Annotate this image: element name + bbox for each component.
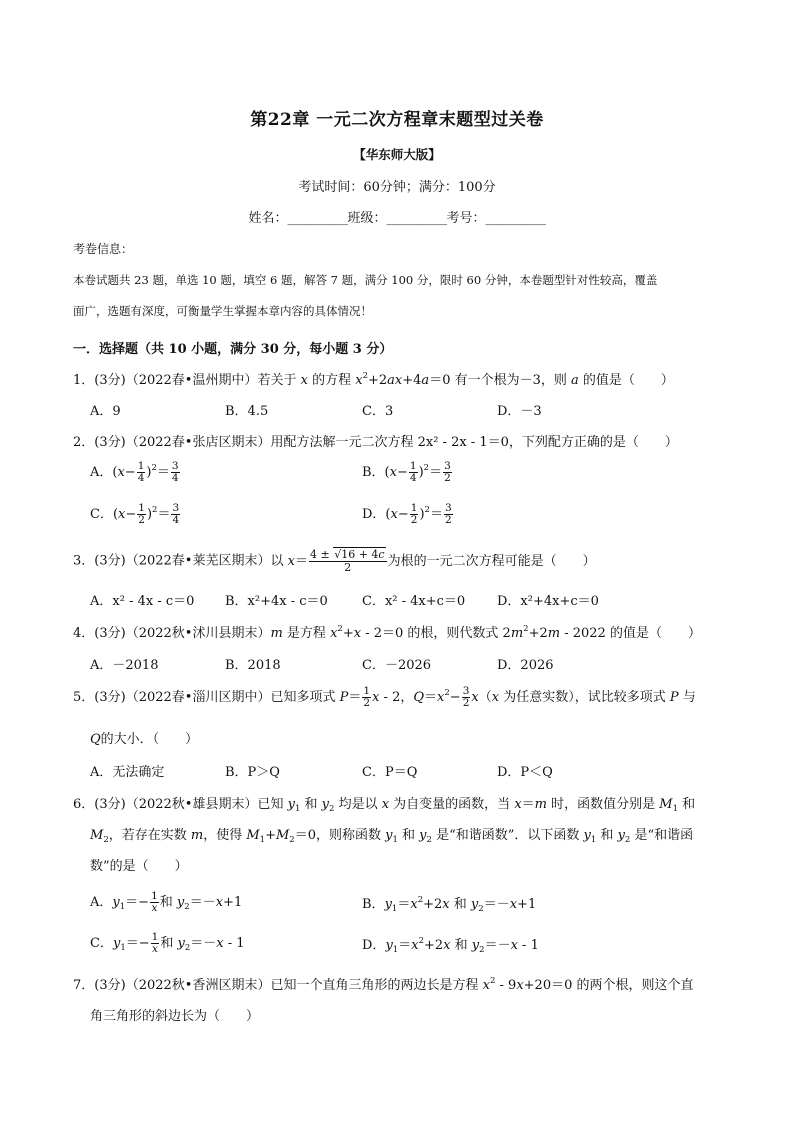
q5-option-a: A．无法确定 <box>90 765 165 780</box>
question-number: 1． <box>73 373 95 388</box>
question-6 <box>73 793 695 812</box>
question-source: （2022春•淄川区期中） <box>125 690 271 706</box>
q1-option-b: B．4.5 <box>225 404 269 419</box>
q5-option-d: D．P＜Q <box>497 765 553 780</box>
q2-option-c: C．(x− $\frac{1}{2}$ )$^2$＝ $\frac{3}{4}$ <box>90 502 180 527</box>
question-stem: 若关于 x 的方程 $x^2+2ax+4a=0$ 有一个根为－3，则 a 的值是（ ） <box>257 371 674 388</box>
q5-option-b: B．P＞Q <box>225 765 280 780</box>
question-7-line-2: 角三角形的斜边长为（ ） <box>90 1009 260 1024</box>
q6-option-c: C．$y_1=-$ $\frac{1}{x}$ 和 $y_2=-x - 1$ <box>90 931 245 956</box>
question-6-line-2: $M_2$，若存在实数 m，使得 $M_1+M_2=0$，则称函数 $y_1$ 和 $y_2$ 是“和谐函数”．以下函数 $y_1$ 和 $y_2$ 是“和谐函 <box>90 828 694 845</box>
question-source: （2022秋•雄县期末） <box>125 797 258 812</box>
question-score: (3分) <box>94 797 126 812</box>
question-score: (3分) <box>94 553 126 569</box>
question-number: 3． <box>73 553 95 569</box>
question-number: 5． <box>73 690 95 706</box>
question-stem: 用配方法解一元二次方程 2x² - 2x - 1＝0，下列配方正确的是（ ） <box>270 435 678 450</box>
name-label: 姓名： <box>248 211 288 226</box>
question-stem: 已知一个直角三角形的两边长是方程 $x^2 - 9x+20=0$ 的两个根，则这个直 <box>270 976 694 993</box>
question-1 <box>73 369 674 388</box>
number-label: 考号： <box>446 211 486 226</box>
q2-option-a: A．(x− $\frac{1}{4}$ )$^2$＝ $\frac{3}{4}$ <box>90 460 179 485</box>
question-6-line-3: 数”的是（ ） <box>90 859 188 874</box>
question-2 <box>73 431 678 450</box>
question-number: 2． <box>73 435 95 450</box>
question-score: (3分) <box>94 978 126 993</box>
q1-option-c: C．3 <box>362 404 394 419</box>
q1-option-d: D．－3 <box>497 404 542 419</box>
name-blank: __________ <box>287 211 348 226</box>
question-number: 4． <box>73 626 95 641</box>
number-blank: __________ <box>485 211 546 226</box>
student-info-line <box>0 207 794 226</box>
q1-option-a: A．9 <box>90 404 121 419</box>
question-source: （2022秋•香洲区期末） <box>125 978 271 993</box>
question-score: (3分) <box>94 373 126 388</box>
page-title: 第22章 一元二次方程章末题型过关卷 <box>250 110 544 130</box>
question-3 <box>73 549 596 573</box>
q5-option-c: C．P＝Q <box>362 765 418 780</box>
question-stem: 已知多项式 P＝ $\frac{1}{2}$ x - 2，$Q=x^2-$ $\frac{3}{2}$ x（x 为任意实数），试比较多项式 P 与 <box>270 685 696 710</box>
class-label: 班级： <box>347 211 387 226</box>
q3-option-b: B．x²+4x - c＝0 <box>225 594 328 609</box>
q3-option-a: A．x² - 4x - c＝0 <box>90 594 195 609</box>
question-source: （2022春•莱芜区期末） <box>125 553 271 569</box>
q6-option-d: D．$y_1=x^2+2x$ 和 $y_2=-x - 1$ <box>362 936 539 955</box>
q4-option-d: D．2026 <box>497 658 554 673</box>
question-score: (3分) <box>94 626 126 641</box>
q6-option-a: A．$y_1=-$ $\frac{1}{x}$ 和 $y_2=-x+1$ <box>90 890 243 915</box>
q4-option-c: C．－2026 <box>362 658 432 673</box>
q2-option-b: B．(x− $\frac{1}{4}$ )$^2$＝ $\frac{3}{2}$ <box>362 460 451 485</box>
q4-option-b: B．2018 <box>225 658 281 673</box>
question-7 <box>73 974 694 993</box>
notice-line-1: 本卷试题共 23 题，单选 10 题，填空 6 题，解答 7 题，满分 100 分，限时 60 分钟，本卷题型针对性较高，覆盖 <box>73 273 658 287</box>
notice-line-2: 面广，选题有深度，可衡量学生掌握本章内容的具体情况！ <box>73 304 372 318</box>
section-title: 一．选择题（共 10 小题，满分 30 分，每小题 3 分） <box>73 342 393 357</box>
question-source: （2022春•张店区期末） <box>125 435 271 450</box>
question-source: （2022秋•沭川县期末） <box>125 626 271 641</box>
question-stem: m 是方程 $x^2+x - 2=0$ 的根，则代数式 $2m^2+2m - 2022$ 的值是（ ） <box>270 624 701 641</box>
question-number: 7． <box>73 978 95 993</box>
q3-option-c: C．x² - 4x+c＝0 <box>362 594 466 609</box>
question-stem: 以 x＝ $\frac{4 \pm √16 + 4c}{2}$ 为根的一元二次方程可能是（ ） <box>270 548 596 574</box>
exam-info: 考试时间：60分钟；满分：100分 <box>298 180 496 195</box>
question-source: （2022春•温州期中） <box>125 373 258 388</box>
notice-label: 考卷信息： <box>73 242 134 256</box>
q2-option-d: D．(x− $\frac{1}{2}$ )$^2$＝ $\frac{3}{2}$ <box>362 502 452 527</box>
question-score: (3分) <box>94 435 126 450</box>
edition-label: 【华东师大版】 <box>353 147 441 162</box>
q3-option-d: D．x²+4x+c＝0 <box>497 594 599 609</box>
q4-option-a: A．－2018 <box>90 658 159 673</box>
class-blank: __________ <box>386 211 447 226</box>
question-5-line-2: Q的大小．（ ） <box>90 732 199 747</box>
question-5 <box>73 686 696 709</box>
question-stem: 已知 $y_1$ 和 $y_2$ 均是以 x 为自变量的函数，当 x＝m 时，函数值分别是 $M_1$ 和 <box>257 797 696 814</box>
q6-option-b: B．$y_1=x^2+2x$ 和 $y_2=-x+1$ <box>362 895 537 914</box>
question-score: (3分) <box>94 690 126 706</box>
question-4 <box>73 622 701 641</box>
question-number: 6． <box>73 797 95 812</box>
